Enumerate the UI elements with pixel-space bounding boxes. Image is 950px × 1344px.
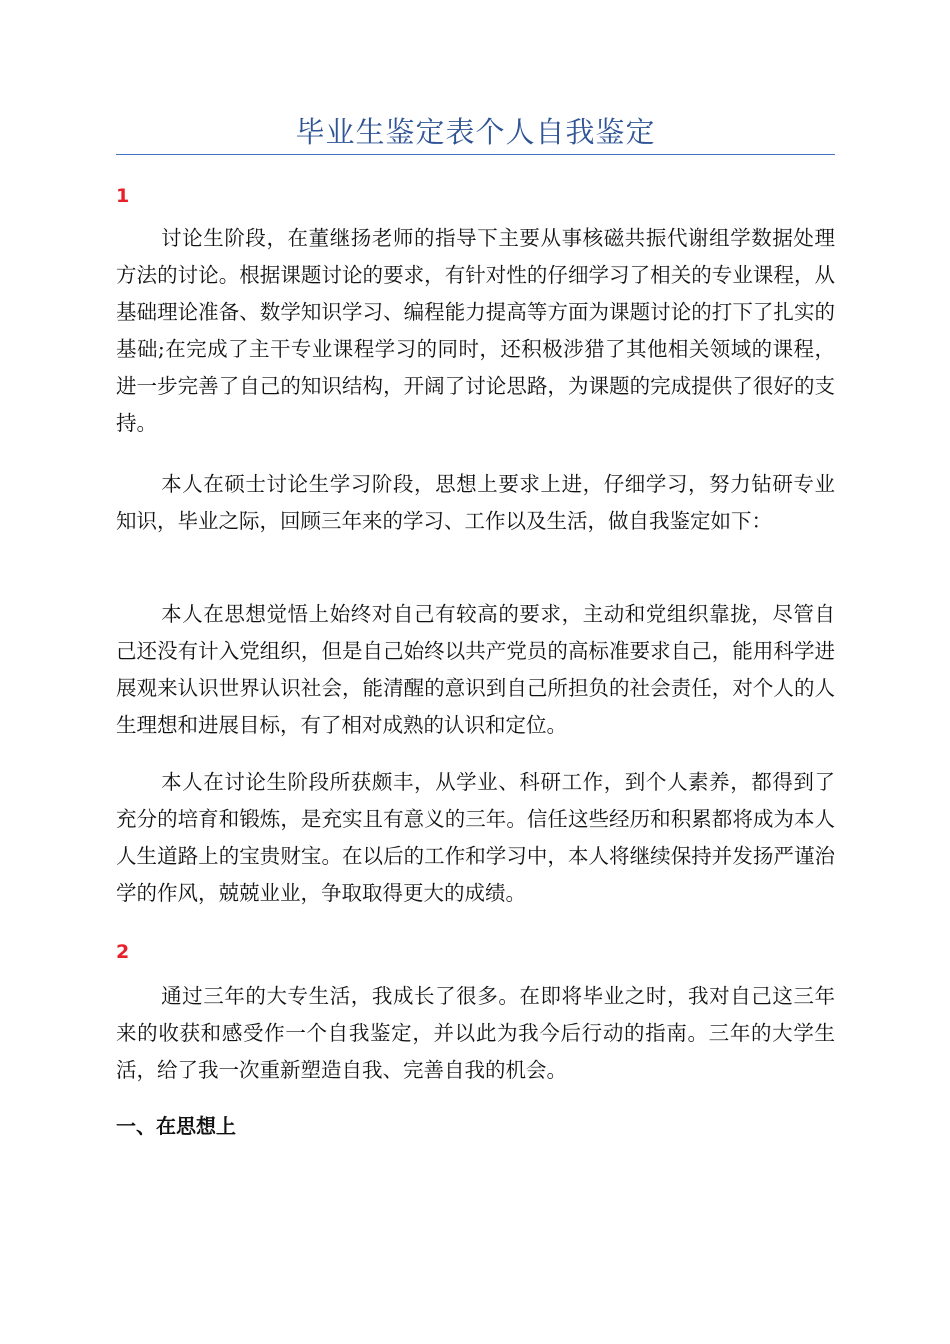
section-number: 2 bbox=[116, 941, 130, 963]
section-number: 1 bbox=[116, 185, 130, 207]
paragraph: 本人在硕士讨论生学习阶段，思想上要求上进，仔细学习，努力钻研专业知识，毕业之际，回顾三年来的学习、工作以及生活，做自我鉴定如下： bbox=[116, 472, 835, 533]
paragraph: 通过三年的大专生活，我成长了很多。在即将毕业之时，我对自己这三年来的收获和感受作一个自我鉴定，并以此为我今后行动的指南。三年的大学生活，给了我一次重新塑造自我、完善自我的机会。 bbox=[116, 984, 835, 1082]
paragraph: 讨论生阶段，在董继扬老师的指导下主要从事核磁共振代谢组学数据处理方法的讨论。根据课题讨论的要求，有针对性的仔细学习了相关的专业课程，从基础理论准备、数学知识学习、编程能力提高等方面为课题讨论的打下了扎实的基础;在完成了主干专业课程学习的同时，还积极涉猎了其他相关领域的课程，进一步完善了自己的知识结构，开阔了讨论思路，为课题的完成提供了很好的支持。 bbox=[116, 226, 835, 435]
paragraph: 本人在讨论生阶段所获颇丰，从学业、科研工作，到个人素养，都得到了充分的培育和锻炼，是充实且有意义的三年。信任这些经历和积累都将成为本人人生道路上的宝贵财宝。在以后的工作和学习中，本人将继续保持并发扬严谨治学的作风，兢兢业业，争取取得更大的成绩。 bbox=[116, 770, 835, 905]
document-title: 毕业生鉴定表个人自我鉴定 bbox=[295, 115, 656, 149]
title-underline bbox=[116, 154, 835, 155]
section-heading: 一、在思想上 bbox=[116, 1114, 236, 1138]
paragraph: 本人在思想觉悟上始终对自己有较高的要求，主动和党组织靠拢，尽管自己还没有计入党组织，但是自己始终以共产党员的高标准要求自己，能用科学进展观来认识世界认识社会，能清醒的意识到自己所担负的社会责任，对个人的人生理想和进展目标，有了相对成熟的认识和定位。 bbox=[116, 602, 835, 737]
